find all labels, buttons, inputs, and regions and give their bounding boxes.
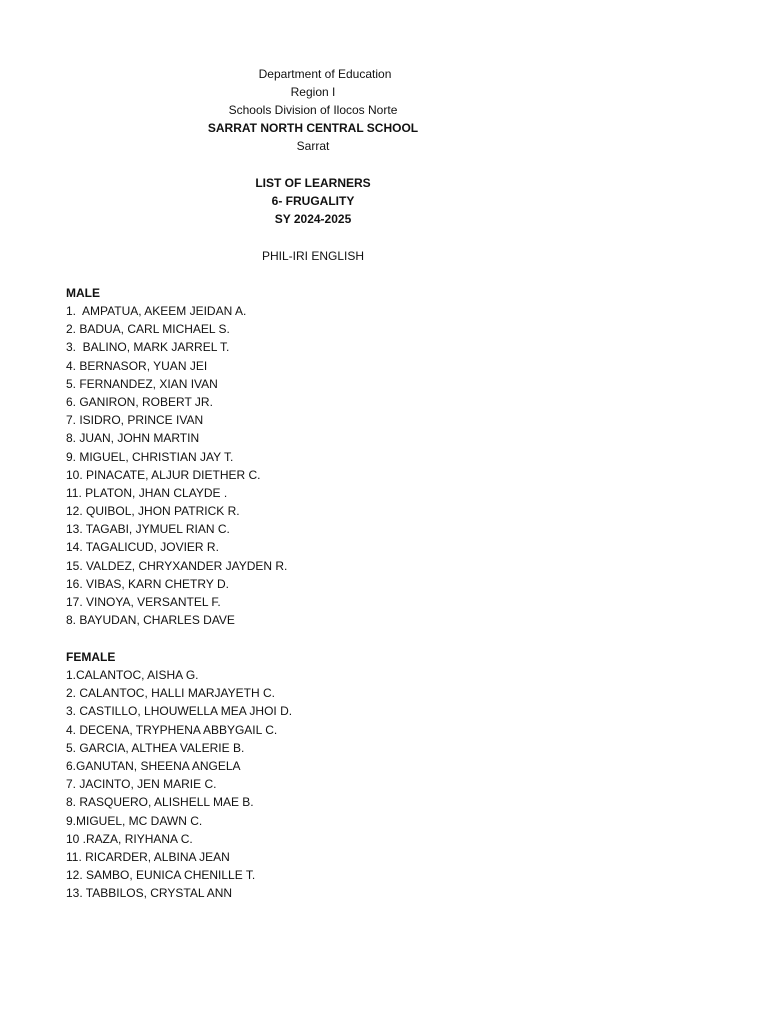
male-learner-list [66,302,287,629]
learner-item: 6.GANUTAN, SHEENA ANGELA [66,758,241,773]
female-heading: FEMALE [66,650,116,664]
learner-item: 1.CALANTOC, AISHA G. [66,668,199,682]
town-name: Sarrat [296,139,330,153]
learner-item: 7. JACINTO, JEN MARIE C. [66,777,217,792]
learner-item: 5. FERNANDEZ, XIAN IVAN [66,376,218,391]
learner-item: 8. JUAN, JOHN MARTIN [66,431,200,446]
learner-item: 12. SAMBO, EUNICA CHENILLE T. [66,868,256,883]
school-name: SARRAT NORTH CENTRAL SCHOOL [207,121,419,135]
learner-item: 17. VINOYA, VERSANTEL F. [66,595,221,609]
learner-item: 12. QUIBOL, JHON PATRICK R. [66,504,240,519]
subject-name: PHIL-IRI ENGLISH [261,249,365,263]
learner-item: 16. VIBAS, KARN CHETRY D. [66,576,229,591]
learner-item: 15. VALDEZ, CHRYXANDER JAYDEN R. [66,558,288,573]
learner-item: 2. CALANTOC, HALLI MARJAYETH C. [66,686,275,701]
learner-item: 9. MIGUEL, CHRISTIAN JAY T. [66,449,234,464]
learner-item: 13. TAGABI, JYMUEL RIAN C. [66,522,230,537]
learner-item: 11. RICARDER, ALBINA JEAN [66,849,230,864]
learner-item: 3. CASTILLO, LHOUWELLA MEA JHOI D. [66,704,293,719]
learner-item: 4. DECENA, TRYPHENA ABBYGAIL C. [66,722,278,737]
learner-item: 10 .RAZA, RIYHANA C. [66,831,193,846]
region-name: Region I [290,85,336,99]
learner-item: 13. TABBILOS, CRYSTAL ANN [66,886,233,901]
learner-item: 9.MIGUEL, MC DAWN C. [66,813,203,828]
learner-item: 4. BERNASOR, YUAN JEI [66,358,208,373]
learner-item: 5. GARCIA, ALTHEA VALERIE B. [66,740,245,755]
department-name: Department of Education [258,67,392,81]
learner-item: 7. ISIDRO, PRINCE IVAN [66,413,204,428]
learner-item: 6. GANIRON, ROBERT JR. [66,394,213,409]
learner-item: 10. PINACATE, ALJUR DIETHER C. [66,467,261,482]
section-name: 6- FRUGALITY [271,194,355,208]
learner-item: 14. TAGALICUD, JOVIER R. [66,540,219,555]
learner-item: 2. BADUA, CARL MICHAEL S. [66,322,230,337]
male-heading: MALE [66,286,100,300]
learner-item: 11. PLATON, JHAN CLAYDE . [66,485,228,500]
female-learner-list [66,666,292,902]
learner-item: 8. RASQUERO, ALISHELL MAE B. [66,795,254,810]
learner-item: 1. AMPATUA, AKEEM JEIDAN A. [66,304,247,318]
division-name: Schools Division of Ilocos Norte [228,103,398,117]
school-year: SY 2024-2025 [274,212,352,226]
learner-item: 3. BALINO, MARK JARREL T. [66,340,230,355]
learner-item: 8. BAYUDAN, CHARLES DAVE [66,613,235,628]
list-title: LIST OF LEARNERS [255,176,371,190]
